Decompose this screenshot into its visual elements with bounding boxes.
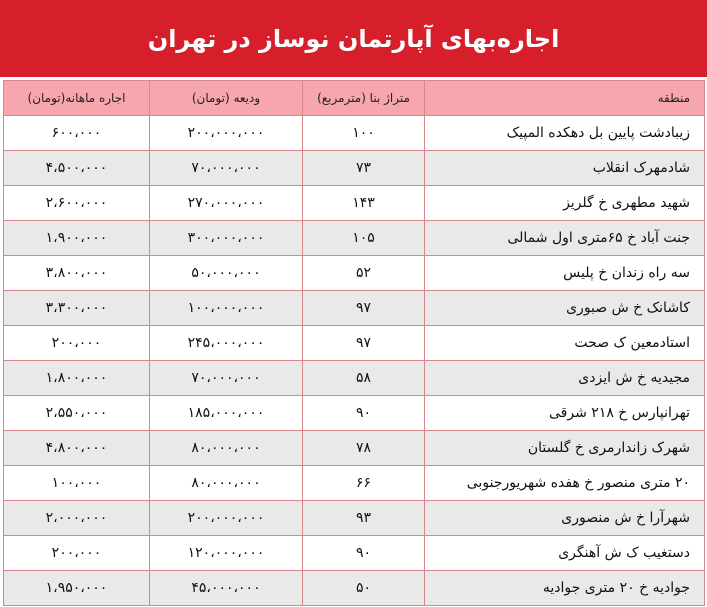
cell-area: ۱۰۰	[303, 116, 425, 151]
cell-rent: ۱،۹۵۰،۰۰۰	[4, 571, 150, 606]
cell-area: ۵۰	[303, 571, 425, 606]
cell-deposit: ۲۷۰،۰۰۰،۰۰۰	[150, 186, 303, 221]
cell-rent: ۱،۹۰۰،۰۰۰	[4, 221, 150, 256]
table-row	[4, 291, 705, 326]
table-row	[4, 396, 705, 431]
title-bar	[0, 0, 707, 77]
table-row	[4, 361, 705, 396]
cell-rent: ۲،۶۰۰،۰۰۰	[4, 186, 150, 221]
cell-deposit: ۷۰،۰۰۰،۰۰۰	[150, 151, 303, 186]
rent-table	[3, 80, 705, 606]
cell-deposit: ۱۰۰،۰۰۰،۰۰۰	[150, 291, 303, 326]
cell-region: ۲۰ متری منصور خ هفده شهریورجنوبی	[425, 466, 705, 501]
cell-rent: ۲۰۰،۰۰۰	[4, 326, 150, 361]
cell-region: شهرآرا خ ش منصوری	[425, 501, 705, 536]
cell-region: زیبادشت پایین بل دهکده المپیک	[425, 116, 705, 151]
cell-area: ۷۳	[303, 151, 425, 186]
cell-deposit: ۵۰،۰۰۰،۰۰۰	[150, 256, 303, 291]
cell-deposit: ۳۰۰،۰۰۰،۰۰۰	[150, 221, 303, 256]
cell-region: سه راه زندان خ پلیس	[425, 256, 705, 291]
table-row	[4, 186, 705, 221]
column-header-rent: اجاره ماهانه(تومان)	[4, 81, 150, 116]
table-row	[4, 571, 705, 606]
cell-region: شهرک زاندارمری خ گلستان	[425, 431, 705, 466]
cell-area: ۱۰۵	[303, 221, 425, 256]
cell-rent: ۱۰۰،۰۰۰	[4, 466, 150, 501]
cell-region: استادمعین ک صحت	[425, 326, 705, 361]
cell-area: ۹۷	[303, 291, 425, 326]
cell-rent: ۲،۰۰۰،۰۰۰	[4, 501, 150, 536]
page-title: اجاره‌بهای آپارتمان نوساز در تهران	[147, 24, 560, 53]
cell-area: ۵۸	[303, 361, 425, 396]
cell-deposit: ۲۰۰،۰۰۰،۰۰۰	[150, 501, 303, 536]
cell-rent: ۴،۵۰۰،۰۰۰	[4, 151, 150, 186]
table-row	[4, 256, 705, 291]
cell-rent: ۳،۸۰۰،۰۰۰	[4, 256, 150, 291]
table-header-row	[4, 81, 705, 116]
cell-rent: ۱،۸۰۰،۰۰۰	[4, 361, 150, 396]
table-row	[4, 151, 705, 186]
table-row	[4, 501, 705, 536]
column-header-deposit: ودیعه (تومان)	[150, 81, 303, 116]
cell-deposit: ۴۵،۰۰۰،۰۰۰	[150, 571, 303, 606]
cell-area: ۵۲	[303, 256, 425, 291]
cell-deposit: ۱۸۵،۰۰۰،۰۰۰	[150, 396, 303, 431]
cell-region: شهید مطهری خ گلریز	[425, 186, 705, 221]
cell-rent: ۳،۳۰۰،۰۰۰	[4, 291, 150, 326]
cell-region: مجیدیه خ ش ایزدی	[425, 361, 705, 396]
cell-area: ۶۶	[303, 466, 425, 501]
cell-deposit: ۷۰،۰۰۰،۰۰۰	[150, 361, 303, 396]
cell-region: تهرانپارس خ ۲۱۸ شرقی	[425, 396, 705, 431]
column-header-region: منطقه	[425, 81, 705, 116]
cell-region: جوادیه خ ۲۰ متری جوادیه	[425, 571, 705, 606]
table-row	[4, 431, 705, 466]
cell-area: ۹۰	[303, 396, 425, 431]
cell-deposit: ۱۲۰،۰۰۰،۰۰۰	[150, 536, 303, 571]
table-row	[4, 326, 705, 361]
cell-region: شادمهرک انقلاب	[425, 151, 705, 186]
cell-deposit: ۲۴۵،۰۰۰،۰۰۰	[150, 326, 303, 361]
cell-area: ۹۰	[303, 536, 425, 571]
table-row	[4, 221, 705, 256]
cell-region: دستغیب ک ش آهنگری	[425, 536, 705, 571]
table-row	[4, 536, 705, 571]
cell-region: کاشانک خ ش صبوری	[425, 291, 705, 326]
cell-rent: ۲،۵۵۰،۰۰۰	[4, 396, 150, 431]
cell-area: ۷۸	[303, 431, 425, 466]
cell-deposit: ۸۰،۰۰۰،۰۰۰	[150, 466, 303, 501]
cell-area: ۱۴۳	[303, 186, 425, 221]
cell-region: جنت آباد خ ۶۵متری اول شمالی	[425, 221, 705, 256]
cell-deposit: ۲۰۰،۰۰۰،۰۰۰	[150, 116, 303, 151]
table-row	[4, 116, 705, 151]
table-row	[4, 466, 705, 501]
column-header-area: متراژ بنا (مترمربع)	[303, 81, 425, 116]
cell-area: ۹۷	[303, 326, 425, 361]
cell-rent: ۴،۸۰۰،۰۰۰	[4, 431, 150, 466]
cell-rent: ۶۰۰،۰۰۰	[4, 116, 150, 151]
cell-deposit: ۸۰،۰۰۰،۰۰۰	[150, 431, 303, 466]
cell-area: ۹۳	[303, 501, 425, 536]
cell-rent: ۲۰۰،۰۰۰	[4, 536, 150, 571]
